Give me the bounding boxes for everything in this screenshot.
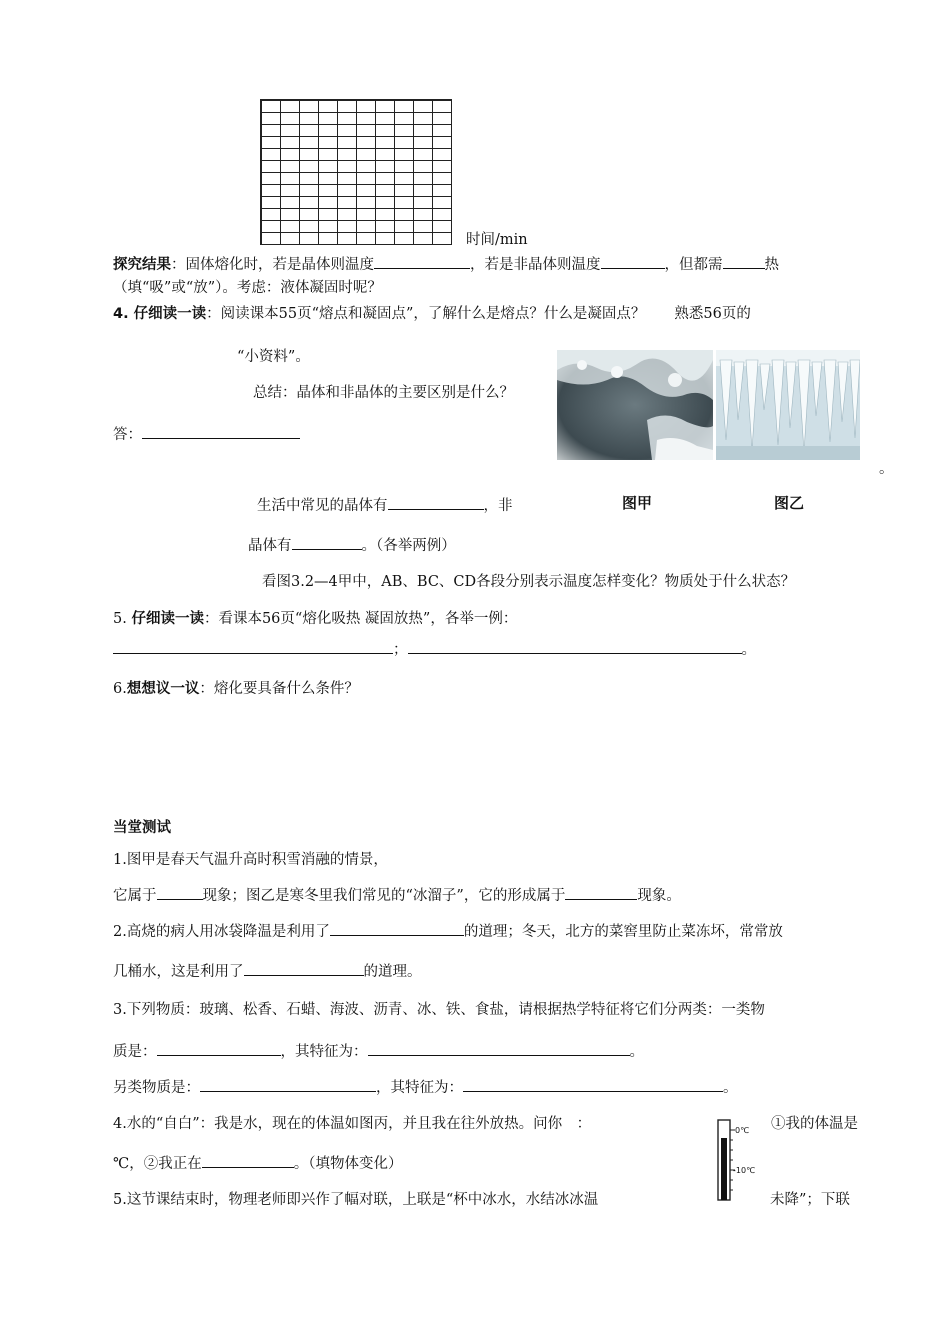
answer-blank[interactable]	[601, 254, 665, 269]
explore-result-line1: 探究结果：固体熔化时，若是晶体则温度 ，若是非晶体则温度 ，但都需 热	[113, 253, 779, 274]
temperature-time-graph-grid	[260, 99, 452, 245]
q4-answer: 答：	[113, 423, 300, 444]
q4-label: 仔细读一读	[133, 306, 207, 322]
explore-result-line2: （填“吸”或“放”）。考虑：液体凝固时呢？	[113, 280, 382, 296]
thermometer-top-label: 0℃	[735, 1126, 750, 1135]
answer-blank[interactable]	[408, 639, 742, 654]
thermometer-bottom-label: -10℃	[733, 1166, 756, 1175]
q4-common-crystals: 生活中常见的晶体有 ，非	[257, 494, 513, 515]
graph-x-axis-label: 时间/min	[466, 232, 528, 248]
test-q3-line1: 3.下列物质：玻璃、松香、石蜡、海波、沥青、冰、铁、食盐，请根据热学特征将它们分两类：一类物	[113, 1002, 765, 1018]
melting-snow-image	[557, 350, 713, 460]
answer-blank[interactable]	[292, 535, 362, 550]
test-q4-line2: ℃，②我正在 。（填物体变化）	[113, 1152, 402, 1173]
answer-blank[interactable]	[142, 424, 300, 439]
answer-blank[interactable]	[330, 921, 464, 936]
thermometer-icon	[708, 1118, 764, 1202]
test-q1-line1: 1.图甲是春天气温升高时积雪消融的情景，	[113, 852, 388, 868]
explore-label: 探究结果	[113, 257, 171, 273]
answer-blank[interactable]	[157, 885, 203, 900]
test-q5-line1-end: 未降”；下联	[770, 1192, 850, 1208]
answer-blank[interactable]	[202, 1153, 294, 1168]
photo-icicles	[716, 350, 860, 460]
figure-caption-b: 图乙	[774, 494, 805, 512]
test-q3-line3: 另类物质是： ，其特征为： 。	[113, 1076, 738, 1097]
answer-blank[interactable]	[113, 639, 393, 654]
answer-blank[interactable]	[157, 1041, 281, 1056]
thermometer-figure	[708, 1118, 764, 1202]
test-heading: 当堂测试	[113, 820, 171, 836]
q4-noncrystals: 晶体有 。（各举两例）	[248, 534, 456, 555]
answer-blank[interactable]	[244, 961, 364, 976]
answer-blank[interactable]	[565, 885, 637, 900]
answer-blank[interactable]	[374, 254, 470, 269]
icicles-image	[716, 350, 860, 460]
q4-line2: “小资料”。	[237, 349, 310, 365]
q5-label: 仔细读一读	[131, 611, 204, 627]
q5-answer-line: ； 。	[113, 638, 756, 659]
answer-blank[interactable]	[388, 495, 484, 510]
test-q2-line1: 2.高烧的病人用冰袋降温是利用了 的道理；冬天，北方的菜窖里防止菜冻坏，常常放	[113, 920, 783, 941]
test-q4-line1-end: ①我的体温是	[771, 1116, 858, 1132]
test-q2-line2: 几桶水，这是利用了 的道理。	[113, 960, 422, 981]
test-q5-line1: 5.这节课结束时，物理老师即兴作了幅对联，上联是“杯中冰水，水结冰冰温	[113, 1192, 599, 1208]
answer-blank[interactable]	[723, 254, 765, 269]
test-q3-line2: 质是： ，其特征为： 。	[113, 1040, 644, 1061]
q4-summary: 总结：晶体和非晶体的主要区别是什么？	[253, 385, 514, 401]
test-q4-line1: 4.水的“自白”：我是水，现在的体温如图丙，并且我在往外放热。问你 ：	[113, 1116, 592, 1132]
figure-caption-a: 图甲	[622, 494, 653, 512]
q4-figure-question: 看图3.2—4甲中，AB、BC、CD各段分别表示温度怎样变化？物质处于什么状态？	[262, 574, 796, 590]
trailing-period: 。	[879, 461, 894, 477]
answer-blank[interactable]	[200, 1077, 376, 1092]
answer-blank[interactable]	[368, 1041, 630, 1056]
q6-line: 6.想想议一议：熔化要具备什么条件？	[113, 681, 359, 697]
q4-line1: 4. 仔细读一读：阅读课本55页“熔点和凝固点”，了解什么是熔点？什么是凝固点？ 熟悉56页的	[113, 306, 751, 322]
test-q1-line2: 它属于 现象；图乙是寒冬里我们常见的“冰溜子”，它的形成属于 现象。	[113, 884, 681, 905]
q6-label: 想想议一议	[126, 681, 200, 697]
answer-blank[interactable]	[463, 1077, 723, 1092]
photo-melting-snow	[557, 350, 713, 460]
q5-line1: 5. 仔细读一读：看课本56页“熔化吸热 凝固放热”，各举一例：	[113, 611, 518, 627]
